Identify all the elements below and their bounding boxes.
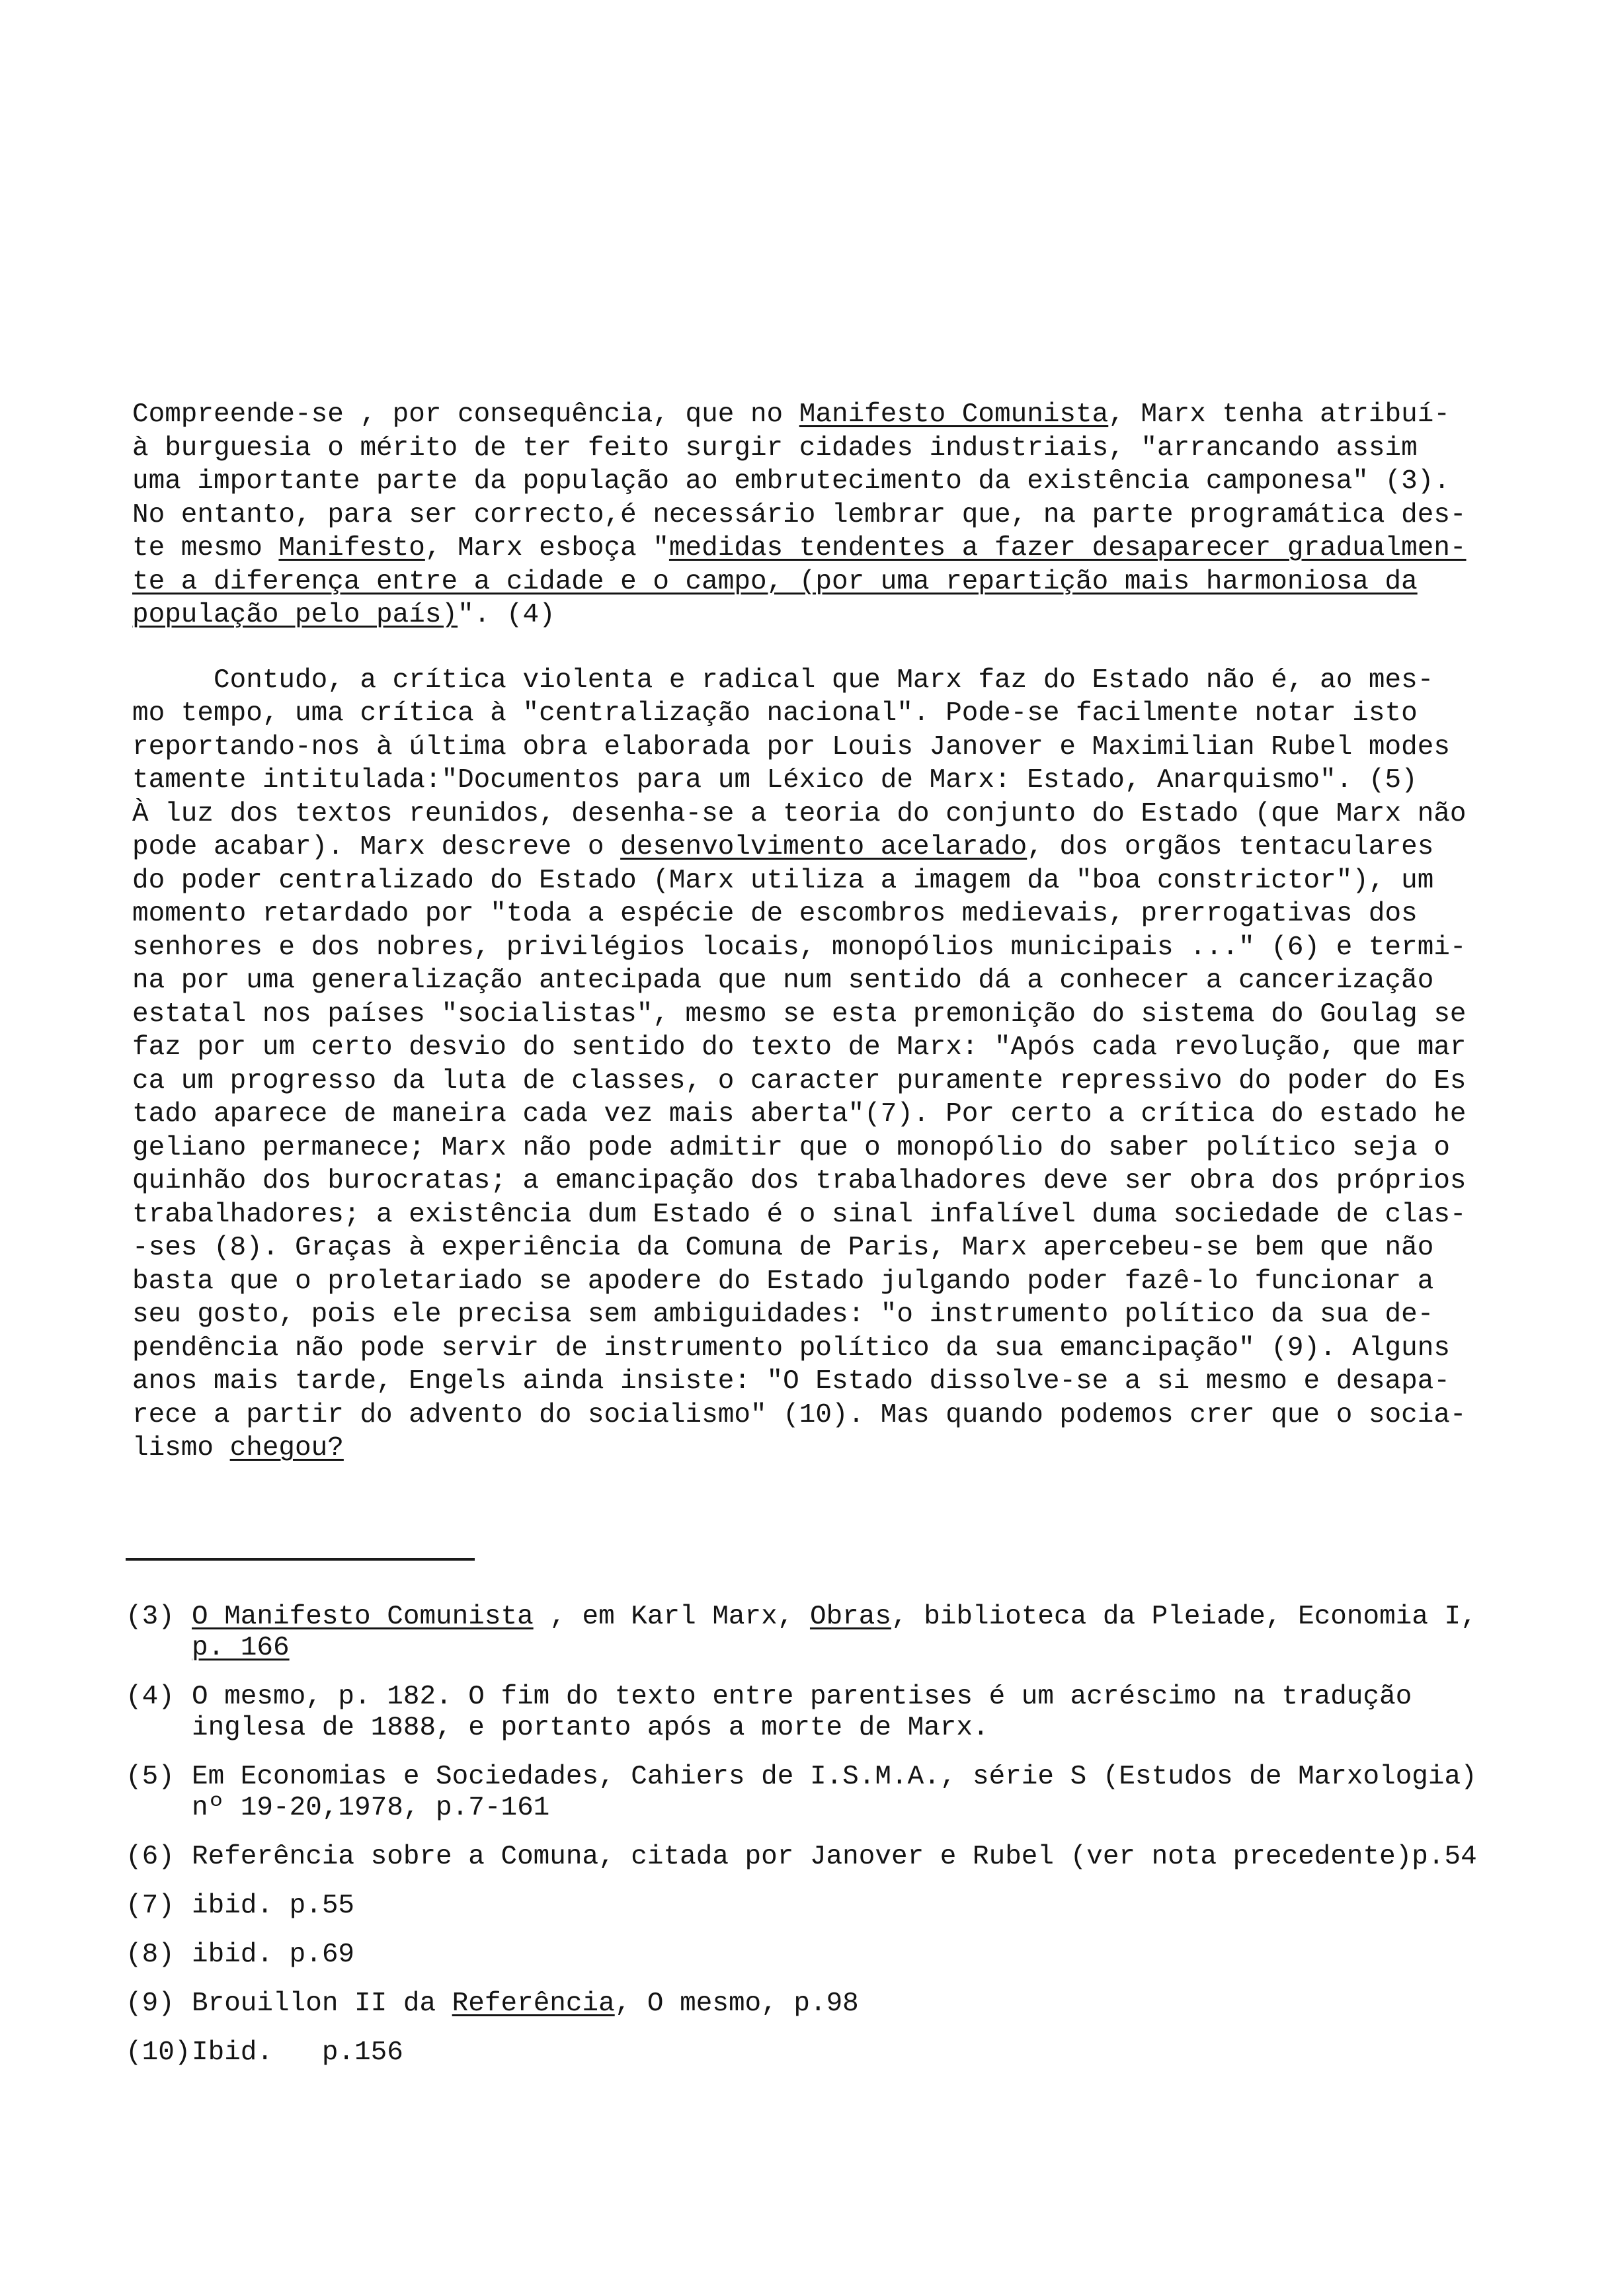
footnote-number: (8) xyxy=(126,1940,175,1970)
text-line: reportando-nos à última obra elaborada por Louis Janover e Maximilian Rubel modes xyxy=(132,731,1450,762)
text-line: -ses (8). Graças à experiência da Comuna de Paris, Marx apercebeu-se bem que não xyxy=(132,1233,1434,1263)
footnote-line: O mesmo, p. 182. O fim do texto entre parentises é um acréscimo na tradução xyxy=(192,1682,1412,1712)
footnote-text xyxy=(192,1762,1488,1824)
text-line: No entanto, para ser correcto,é necessário lembrar que, na parte programática des- xyxy=(132,499,1467,530)
footnote xyxy=(126,1988,1488,2020)
text-run: Brouillon II da xyxy=(192,1988,452,2019)
text-run: ". (4) xyxy=(458,600,555,630)
footnote-line: inglesa de 1888, e portanto após a morte de Marx. xyxy=(192,1713,989,1743)
text-run: , em Karl Marx, xyxy=(533,1602,810,1632)
footnote-separator xyxy=(126,1558,475,1561)
text-line xyxy=(132,532,1481,565)
text-line: trabalhadores; a existência dum Estado é o sinal infalível duma sociedade de clas- xyxy=(132,1199,1467,1230)
text-run: , biblioteca da Pleiade, Economia I, xyxy=(891,1602,1477,1632)
text-line: pendência não pode servir de instrumento político da sua emancipação" (9). Alguns xyxy=(132,1332,1450,1364)
text-line: estatal nos países "socialistas", mesmo se esta premonição do sistema do Goulag se xyxy=(132,999,1467,1030)
footnote-number: (7) xyxy=(126,1891,175,1921)
footnote xyxy=(126,1682,1488,1744)
text-line xyxy=(132,398,1481,432)
footnote-text xyxy=(192,2037,1488,2069)
footnote-text xyxy=(192,1988,1488,2020)
footnote-line xyxy=(192,1602,1488,1633)
footnote-text xyxy=(192,1891,1488,1922)
underlined-title: O Manifesto Comunista xyxy=(192,1602,534,1632)
footnote xyxy=(126,1891,1488,1922)
underlined-title: Referência xyxy=(452,1988,615,2019)
text-line: seu gosto, pois ele precisa sem ambiguidades: "o instrumento político da sua de- xyxy=(132,1299,1434,1330)
underlined-title: Manifesto Comunista xyxy=(799,399,1109,430)
footnote-line: Ibid. p.156 xyxy=(192,2037,403,2068)
text-line: na por uma generalização antecipada que num sentido dá a conhecer a cancerização xyxy=(132,965,1434,996)
footnote xyxy=(126,1842,1488,1873)
paragraph-1 xyxy=(132,398,1481,632)
text-line: momento retardado por "toda a espécie de escombros medievais, prerrogativas dos xyxy=(132,899,1418,929)
underlined-phrase: chegou? xyxy=(229,1433,344,1463)
footnote xyxy=(126,1602,1488,1664)
footnote xyxy=(126,1940,1488,1971)
text-line xyxy=(132,1432,1481,1465)
text-line: senhores e dos nobres, privilégios locais, monopólios municipais ..." (6) e termi- xyxy=(132,932,1467,963)
footnote-line: ibid. p.69 xyxy=(192,1940,355,1970)
footnote-number: (5) xyxy=(126,1762,175,1792)
paragraph-2 xyxy=(132,664,1481,1465)
footnote-number: (3) xyxy=(126,1602,175,1632)
text-line: À luz dos textos reunidos, desenha-se a teoria do conjunto do Estado (que Marx não xyxy=(132,798,1467,829)
text-line: quinhão dos burocratas; a emancipação dos trabalhadores deve ser obra dos próprios xyxy=(132,1166,1467,1196)
text-line xyxy=(132,598,1481,632)
text-run: , dos orgãos tentaculares xyxy=(1027,832,1434,862)
footnote-line: Referência sobre a Comuna, citada por Janover e Rubel (ver nota precedente)p.54 xyxy=(192,1842,1477,1872)
text-line xyxy=(132,565,1481,599)
text-line: do poder centralizado do Estado (Marx utiliza a imagem da "boa constrictor"), um xyxy=(132,865,1434,896)
text-line: tamente intitulada:"Documentos para um Léxico de Marx: Estado, Anarquismo". (5) xyxy=(132,765,1418,796)
footnote-text xyxy=(192,1940,1488,1971)
underlined-quote: te a diferença entre a cidade e o campo, (por uma repartição mais harmoniosa da xyxy=(132,566,1418,597)
underlined-phrase: desenvolvimento acelarado xyxy=(620,832,1027,862)
underlined-page: p. 166 xyxy=(192,1633,290,1663)
text-line: faz por um certo desvio do sentido do texto de Marx: "Após cada revolução, que mar xyxy=(132,1032,1467,1063)
text-line xyxy=(132,831,1481,864)
text-line: tado aparece de maneira cada vez mais aberta"(7). Por certo a crítica do estado he xyxy=(132,1099,1467,1129)
text-line: uma importante parte da população ao embrutecimento da existência camponesa" (3). xyxy=(132,466,1450,497)
footnote-text xyxy=(192,1602,1488,1664)
text-line: à burguesia o mérito de ter feito surgir cidades industriais, "arrancando assim xyxy=(132,432,1418,464)
text-run: , Marx tenha atribuí- xyxy=(1108,399,1450,430)
footnote-line: nº 19-20,1978, p.7-161 xyxy=(192,1793,550,1823)
footnote-line: Em Economias e Sociedades, Cahiers de I.S.M.A., série S (Estudos de Marxologia) xyxy=(192,1762,1477,1792)
paragraph-gap xyxy=(132,632,1481,664)
footnote-line: ibid. p.55 xyxy=(192,1891,355,1921)
text-line: mo tempo, uma crítica à "centralização nacional". Pode-se facilmente notar isto xyxy=(132,698,1418,729)
text-run: te mesmo xyxy=(132,533,279,563)
footnote-line xyxy=(192,1988,1488,2020)
underlined-quote: medidas tendentes a fazer desaparecer gradualmen- xyxy=(668,533,1467,563)
text-line: anos mais tarde, Engels ainda insiste: "O Estado dissolve-se a si mesmo e desapa- xyxy=(132,1366,1450,1397)
underlined-title: Obras xyxy=(809,1602,891,1632)
text-line: rece a partir do advento do socialismo" (10). Mas quando podemos crer que o socia- xyxy=(132,1399,1467,1430)
text-run: lismo xyxy=(132,1433,230,1463)
underlined-quote: população pelo país) xyxy=(132,600,458,630)
text-run: Compreende-se , por consequência, que no xyxy=(132,399,799,430)
underlined-title: Manifesto xyxy=(278,533,425,563)
body-text xyxy=(132,398,1481,1465)
footnote xyxy=(126,2037,1488,2069)
text-line: basta que o proletariado se apodere do Estado julgando poder fazê-lo funcionar a xyxy=(132,1266,1434,1297)
text-run: , Marx esboça " xyxy=(424,533,669,563)
footnote-number: (6) xyxy=(126,1842,175,1872)
footnote-text xyxy=(192,1682,1488,1744)
text-line: Contudo, a crítica violenta e radical que Marx faz do Estado não é, ao mes- xyxy=(132,665,1434,696)
footnotes xyxy=(126,1602,1488,2086)
footnote-number: (4) xyxy=(126,1682,175,1712)
footnote-line xyxy=(192,1633,1488,1664)
footnote-number: (9) xyxy=(126,1988,175,2019)
footnote-text xyxy=(192,1842,1488,1873)
text-line: ca um progresso da luta de classes, o caracter puramente repressivo do poder do Es xyxy=(132,1065,1467,1096)
footnote-number: (10) xyxy=(126,2037,191,2068)
text-run: pode acabar). Marx descreve o xyxy=(132,832,621,862)
text-line: geliano permanece; Marx não pode admitir que o monopólio do saber político seja o xyxy=(132,1132,1450,1163)
text-run: , O mesmo, p.98 xyxy=(614,1988,859,2019)
footnote xyxy=(126,1762,1488,1824)
